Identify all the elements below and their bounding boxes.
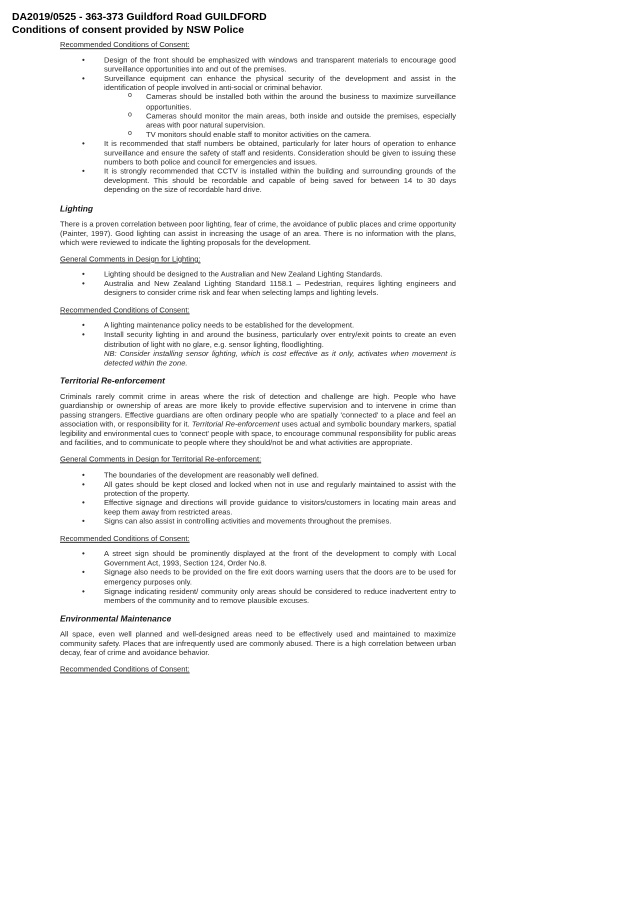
list-item: • Effective signage and directions will provide guidance to visitors/customers in locating main areas and keep them away from restricted areas. <box>56 498 456 517</box>
header-line-1: DA2019/0525 - 363-373 Guildford Road GUILDFORD <box>12 12 267 23</box>
list-item: • A street sign should be prominently displayed at the front of the development to comply with Local Government Act, 1993, Section 124, Order No.8. <box>56 549 456 568</box>
sub-list-item: o Cameras should monitor the main areas, both inside and outside the premises, especially areas with poor natural supervision. <box>56 111 456 130</box>
territorial-term: Territorial Re-enforcement <box>191 419 280 429</box>
sub-list-item: o TV monitors should enable staff to monitor activities on the camera. <box>56 130 456 139</box>
list-item: • Design of the front should be emphasized with windows and transparent materials to encourage good surveillance opportunities into and out of the premises. <box>56 55 456 74</box>
header-line-2: Conditions of consent provided by NSW Police <box>12 25 245 37</box>
territorial-general-list <box>56 470 456 526</box>
sub-list-item: o Cameras should be installed both within the around the business to maximize surveillance opportunities. <box>56 92 456 111</box>
lighting-title: Lighting <box>60 202 94 213</box>
list-item: • It is strongly recommended that CCTV is installed within the building and surrounding grounds of the development. This should be recordable and capable of being saved for between 14 to 30 days depending on the size of recordable hard drive. <box>56 167 456 195</box>
list-item: • Surveillance equipment can enhance the physical security of the development and assist in the identification of people involved in anti-social or criminal behavior. <box>56 74 456 93</box>
territorial-conditions-list <box>56 549 456 605</box>
list-item: • All gates should be kept closed and locked when not in use and regularly maintained to assist with the protection of the property. <box>56 479 456 498</box>
territorial-para-part-b: uses actual and symbolic boundary markers, spatial legibility and environmental cues to 'connect' people with space, to encourage communal responsibility for public areas and facilities, and to communicate to people where they should/not be and what activities are appropriate. <box>60 419 456 448</box>
list-item: • Signage indicating resident/ community only areas should be considered to reduce inadvertent entry to members of the community and to remove plausible excuses. <box>56 586 456 605</box>
list-item: • Signage also needs to be provided on the fire exit doors warning users that the doors are to be used for emergency purposes only. <box>56 568 456 587</box>
list-item: • A lighting maintenance policy needs to be established for the development. <box>56 321 456 330</box>
territorial-para-part-a: Criminals rarely commit crime in areas where the risk of detection and challenge are high. People who have guardianship or ownership of areas are more likely to provide effective supervision and to intervene in crime than passing strangers. Effective guardians are often ordinary people who are spatially 'connected' to a place and feel an association with, or responsibility for it. <box>60 391 456 429</box>
list-item: • Australia and New Zealand Lighting Standard 1158.1 – Pedestrian, requires lighting engineers and designers to consider crime risk and fear when selecting lamps and lighting levels. <box>56 279 456 298</box>
lighting-paragraph: There is a proven correlation between poor lighting, fear of crime, the avoidance of public places and crime opportunity (Painter, 1997). Good lighting can assist in increasing the usage of an area. There is no information with the plans, which were reviewed to indicate the lighting proposals for the development. <box>60 219 457 247</box>
document-header <box>12 11 267 38</box>
environmental-paragraph: All space, even well planned and well-designed areas need to be effectively used and maintained to maximize community safety. Places that are infrequently used are commonly abused. There is a high correlation between urban decay, fear of crime and avoidance behavior. <box>60 629 456 658</box>
list-item <box>56 330 456 367</box>
territorial-general-heading: General Comments in Design for Territorial Re-enforcement: <box>60 454 262 464</box>
scanned-page <box>56 40 456 680</box>
surveillance-conditions-list <box>56 55 456 194</box>
environmental-title: Environmental Maintenance <box>60 613 172 624</box>
lighting-conditions-list <box>56 321 456 367</box>
lighting-note: NB: Consider installing sensor lighting, which is cost effective as it only, activates when movement is detected within the zone. <box>104 348 456 368</box>
lighting-condition-text: Install security lighting in and around the business, particularly over entry/exit points to create an even distribution of light with no glare, e.g. sensor lighting, floodlighting. <box>104 330 456 349</box>
territorial-conditions-heading: Recommended Conditions of Consent: <box>60 533 190 543</box>
environmental-conditions-heading: Recommended Conditions of Consent: <box>60 664 190 674</box>
territorial-title: Territorial Re-enforcement <box>60 375 165 386</box>
surveillance-conditions-heading: Recommended Conditions of Consent: <box>60 40 190 50</box>
list-item: • It is recommended that staff numbers be obtained, particularly for later hours of operation to enhance surveillance and ensure the safety of staff and residents. Consideration should be given to issuing these numbers to both police and council for emergencies and issues. <box>56 139 456 167</box>
territorial-paragraph <box>60 392 456 448</box>
list-item: • Lighting should be designed to the Australian and New Zealand Lighting Standards. <box>56 269 456 278</box>
lighting-conditions-heading: Recommended Conditions of Consent: <box>60 305 190 315</box>
list-item: • The boundaries of the development are reasonably well defined. <box>56 470 456 479</box>
lighting-general-list <box>56 269 456 297</box>
lighting-general-heading: General Comments in Design for Lighting: <box>60 254 201 264</box>
list-item: • Signs can also assist in controlling activities and movements throughout the premises. <box>56 516 456 525</box>
